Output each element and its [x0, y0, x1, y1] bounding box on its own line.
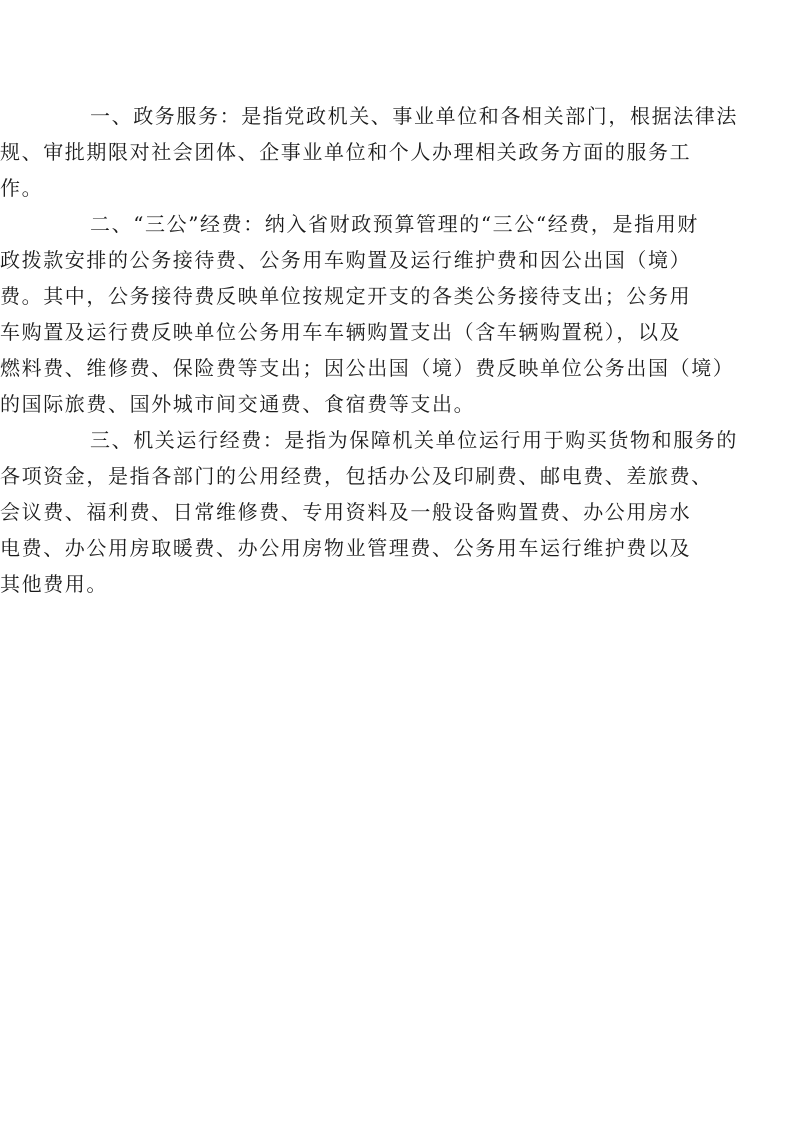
- paragraph-line: 规、审批期限对社会团体、企事业单位和个人办理相关政务方面的服务工: [0, 140, 692, 164]
- paragraph-line: 费。其中，公务接待费反映单位按规定开支的各类公务接待支出；公务用: [0, 284, 692, 308]
- paragraph-line: 作。: [0, 176, 44, 200]
- paragraph-line: 会议费、福利费、日常维修费、专用资料及一般设备购置费、办公用房水: [0, 500, 692, 524]
- paragraph-line: 的国际旅费、国外城市间交通费、食宿费等支出。: [0, 392, 476, 416]
- paragraph-three-public-expenses: [0, 206, 750, 422]
- document-body: [0, 98, 750, 602]
- paragraph-line: 政拨款安排的公务接待费、公务用车购置及运行维护费和因公出国（境）: [0, 248, 692, 272]
- paragraph-line: 电费、办公用房取暖费、办公用房物业管理费、公务用车运行维护费以及: [0, 536, 692, 560]
- paragraph-line: 燃料费、维修费、保险费等支出；因公出国（境）费反映单位公务出国（境）: [0, 356, 735, 380]
- paragraph-line: 二、“三公”经费：纳入省财政预算管理的“三公“经费，是指用财: [90, 212, 699, 236]
- paragraph-agency-operating-expenses: [0, 422, 750, 602]
- paragraph-line: 三、机关运行经费：是指为保障机关单位运行用于购买货物和服务的: [90, 428, 738, 452]
- paragraph-government-services: [0, 98, 750, 206]
- paragraph-line: 各项资金，是指各部门的公用经费，包括办公及印刷费、邮电费、差旅费、: [0, 464, 713, 488]
- paragraph-line: 车购置及运行费反映单位公务用车车辆购置支出（含车辆购置税），以及: [0, 320, 682, 344]
- paragraph-line: 一、政务服务：是指党政机关、事业单位和各相关部门，根据法律法: [90, 104, 738, 128]
- paragraph-line: 其他费用。: [0, 572, 108, 596]
